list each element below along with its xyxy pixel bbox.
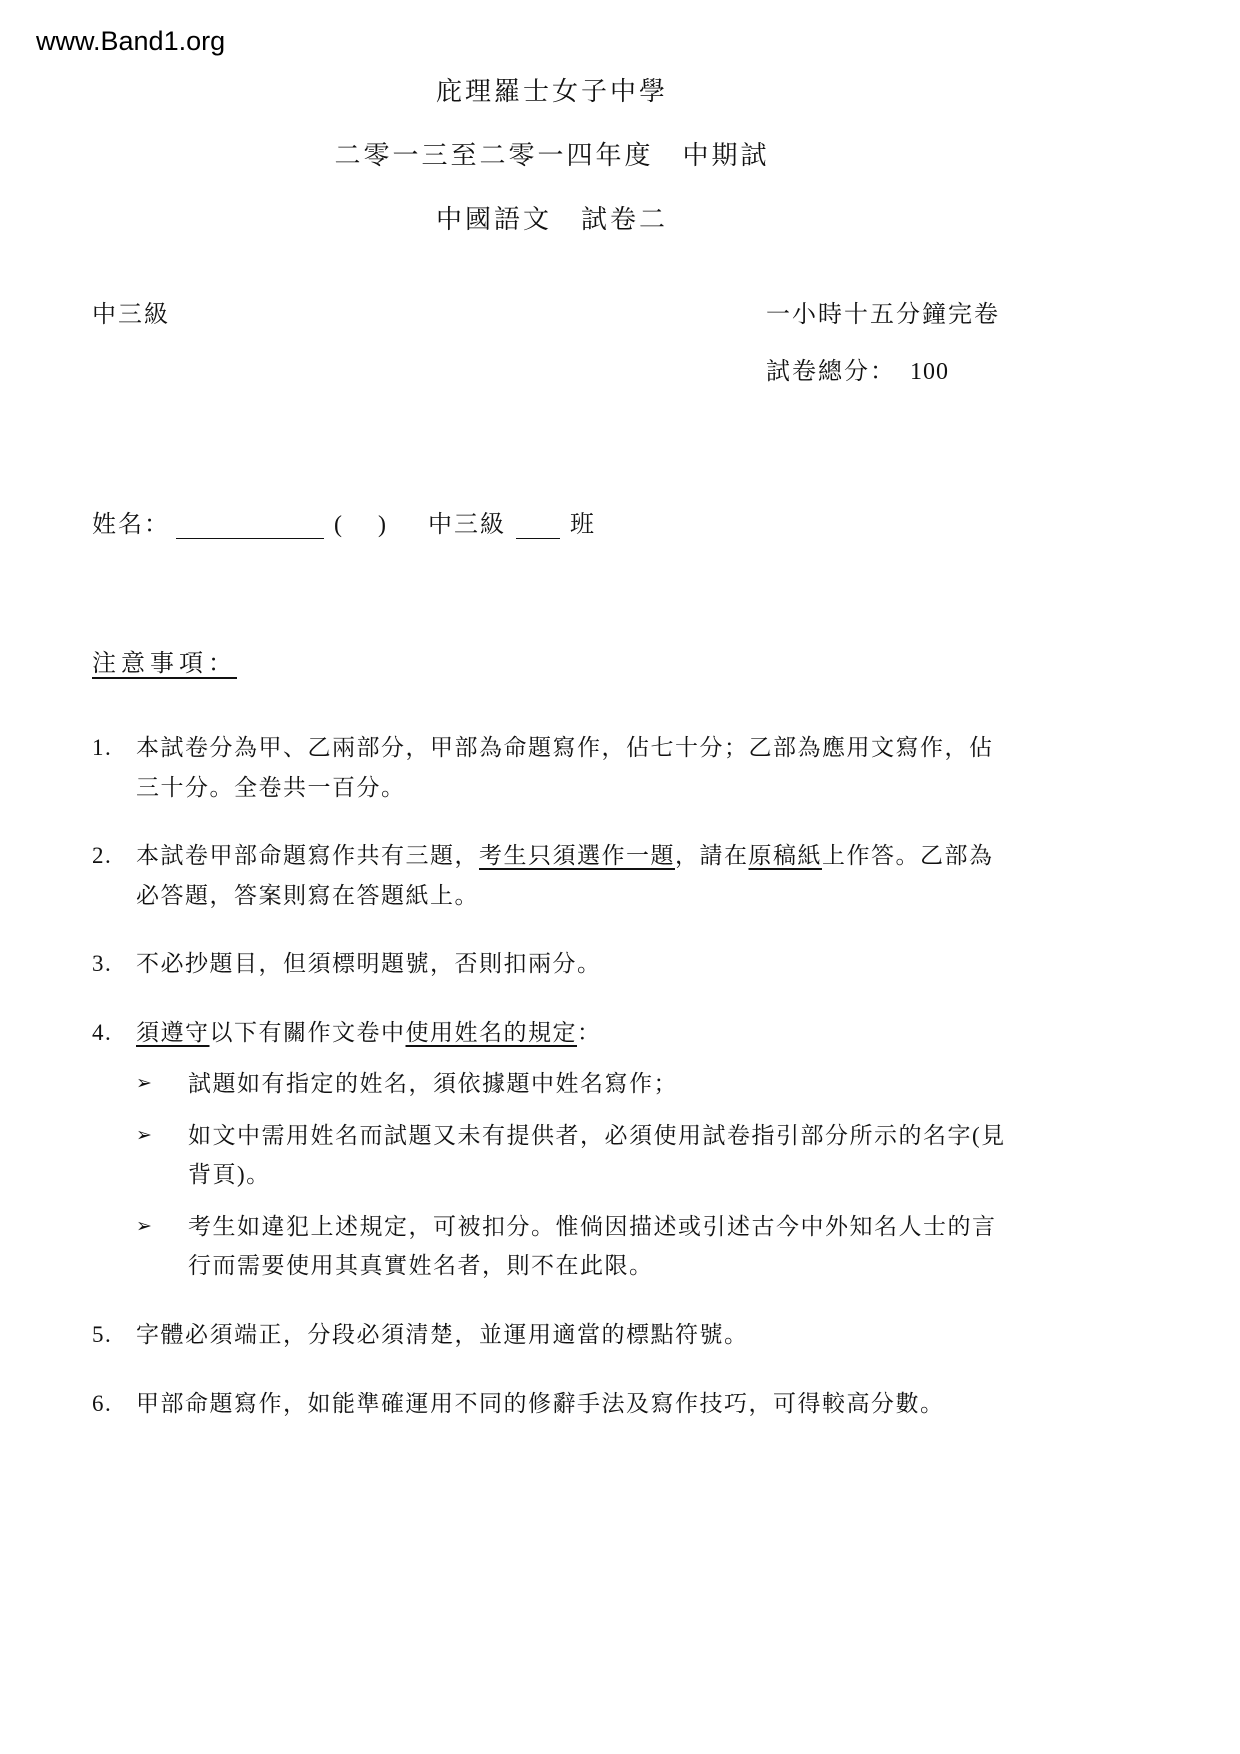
exam-session: 二零一三至二零一四年度 中期試 <box>334 141 770 170</box>
note-subitem <box>136 1207 1012 1286</box>
note-item <box>92 728 1012 807</box>
arrow-bullet-icon: ➢ <box>136 1123 154 1146</box>
note-text-segment: ： <box>577 1019 602 1045</box>
note-body <box>136 944 1012 984</box>
note-text-segment: 本試卷分為甲、乙兩部分，甲部為命題寫作，佔七十分；乙部為應用文寫作，佔三十分。全卷共一百分。 <box>136 735 994 800</box>
note-text-segment: 考生如違犯上述規定，可被扣分。惟倘因描述或引述古今中外知名人士的言行而需要使用其真實姓名者，則不在此限。 <box>188 1213 997 1279</box>
underlined-text: 使用姓名的規定 <box>405 1019 577 1045</box>
note-body <box>136 1384 1012 1424</box>
note-number: 2. <box>92 843 113 869</box>
form-level: 中三級 <box>92 302 170 328</box>
note-paragraph <box>136 1013 1012 1053</box>
note-item <box>92 1013 1012 1286</box>
notes-heading: 注意事項： <box>92 651 237 677</box>
note-text-segment: 甲部命題寫作，如能準確運用不同的修辭手法及寫作技巧，可得較高分數。 <box>136 1390 945 1416</box>
form-level-label: 中三級 <box>428 512 506 538</box>
note-body <box>136 1315 1012 1355</box>
total-marks-label: 試卷總分： <box>766 359 896 385</box>
note-item <box>92 944 1012 984</box>
note-body <box>136 836 1012 915</box>
underlined-text: 考生只須選作一題 <box>479 843 675 869</box>
note-body <box>136 728 1012 807</box>
underlined-text: 原稿紙 <box>748 843 822 869</box>
note-text-segment: 不必抄題目，但須標明題號，否則扣兩分。 <box>136 951 602 977</box>
name-blank <box>176 513 324 539</box>
class-suffix-label: 班 <box>570 512 596 538</box>
exam-duration: 一小時十五分鐘完卷 <box>766 302 1000 328</box>
total-marks <box>766 351 1012 386</box>
name-label: 姓名： <box>92 512 170 538</box>
note-paragraph <box>136 1315 1012 1355</box>
paren-open: ( <box>334 512 342 538</box>
watermark-url: www.Band1.org <box>36 26 226 56</box>
note-item <box>92 1384 1012 1424</box>
subject-paper: 中國語文 試卷二 <box>435 205 668 234</box>
note-paragraph <box>136 728 1012 807</box>
total-marks-value: 100 <box>910 359 949 385</box>
note-subitem-text <box>188 1207 1012 1286</box>
note-number: 3. <box>92 951 113 977</box>
exam-info-right <box>766 294 1012 386</box>
underlined-text: 須遵守 <box>136 1019 210 1045</box>
note-subitem <box>136 1064 1012 1104</box>
note-subitem-text <box>188 1116 1012 1195</box>
notes-list <box>92 728 1012 1423</box>
note-number: 5. <box>92 1322 113 1348</box>
note-text-segment: 試題如有指定的姓名，須依據題中姓名寫作； <box>188 1071 678 1097</box>
paren-close: ) <box>378 512 386 538</box>
note-number: 1. <box>92 735 113 760</box>
paper-header <box>92 71 1012 236</box>
note-paragraph <box>136 1384 1012 1424</box>
note-text-segment: ，請在 <box>675 843 749 869</box>
arrow-bullet-icon: ➢ <box>136 1072 154 1095</box>
note-text-segment: 如文中需用姓名而試題又未有提供者，必須使用試卷指引部分所示的名字(見背頁)。 <box>188 1122 1006 1188</box>
note-item <box>92 836 1012 915</box>
note-item <box>92 1315 1012 1355</box>
note-body <box>136 1013 1012 1286</box>
note-text-segment: 本試卷甲部命題寫作共有三題， <box>136 843 479 869</box>
note-subitem-text <box>188 1064 1012 1104</box>
class-blank <box>516 513 560 539</box>
note-text-segment: 上作答。乙部為必答題，答案則寫在答題紙上。 <box>136 843 994 908</box>
note-paragraph <box>136 944 1012 984</box>
note-number: 4. <box>92 1019 113 1045</box>
school-name: 庇理羅士女子中學 <box>435 77 668 106</box>
exam-info-row <box>92 294 1012 386</box>
candidate-name-line <box>92 504 1012 539</box>
note-number: 6. <box>92 1390 113 1416</box>
note-text-segment: 以下有關作文卷中 <box>209 1019 406 1045</box>
note-text-segment: 字體必須端正，分段必須清楚，並運用適當的標點符號。 <box>136 1322 749 1348</box>
note-paragraph <box>136 836 1012 915</box>
arrow-bullet-icon: ➢ <box>136 1214 154 1237</box>
note-subitem <box>136 1116 1012 1195</box>
